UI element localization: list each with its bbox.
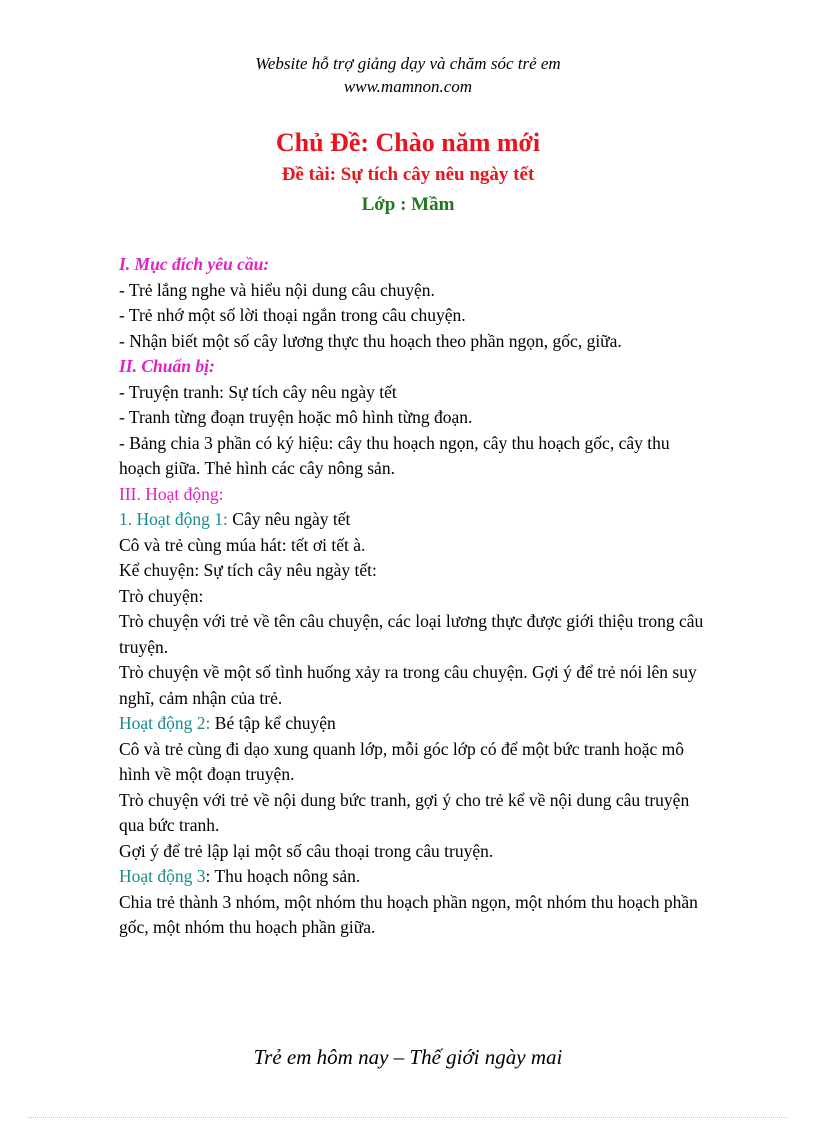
list-item: - Trẻ lắng nghe và hiểu nội dung câu chuyện. xyxy=(119,279,435,300)
paragraph: Gợi ý để trẻ lập lại một số câu thoại trong câu truyện. xyxy=(119,840,494,861)
activity-1-label: 1. Hoạt động 1: xyxy=(119,509,228,529)
list-item: - Truyện tranh: Sự tích cây nêu ngày tết xyxy=(119,381,397,402)
page-header xyxy=(0,52,816,98)
paragraph: Cô và trẻ cùng múa hát: tết ơi tết à. xyxy=(119,534,366,555)
list-item: - Trẻ nhớ một số lời thoại ngắn trong câu chuyện. xyxy=(119,305,466,325)
activity-2-title: Bé tập kể chuyện xyxy=(210,713,336,733)
page-border-dotted-line xyxy=(28,1117,788,1118)
activity-3-title: : Thu hoạch nông sản. xyxy=(205,866,361,886)
list-item: - Bảng chia 3 phần có ký hiệu: cây thu hoạch ngọn, cây thu hoạch gốc, cây thu hoạch giữa. Thẻ hình các cây nông sản. xyxy=(119,432,670,478)
activity-2-label: Hoạt động 2: xyxy=(119,713,211,733)
activity-2-heading xyxy=(119,711,709,737)
header-url: www.mamnon.com xyxy=(343,77,473,96)
paragraph: Trò chuyện về một số tình huống xảy ra trong câu chuyện. Gợi ý để trẻ nói lên suy nghĩ, cảm nhận của trẻ. xyxy=(119,662,697,708)
section-heading-1: I. Mục đích yêu cầu: xyxy=(119,254,270,274)
header-website-line: Website hỗ trợ giảng dạy và chăm sóc trẻ em xyxy=(255,54,561,73)
list-item: - Nhận biết một số cây lương thực thu hoạch theo phần ngọn, gốc, giữa. xyxy=(119,330,622,351)
activity-1-heading xyxy=(119,507,709,533)
document-body xyxy=(119,252,709,941)
paragraph: Cô và trẻ cùng đi dạo xung quanh lớp, mỗi góc lớp có để một bức tranh hoặc mô hình về một đoạn truyện. xyxy=(119,738,685,784)
activity-1-title: Cây nêu ngày tết xyxy=(227,509,351,529)
paragraph: Chia trẻ thành 3 nhóm, một nhóm thu hoạch phần ngọn, một nhóm thu hoạch phần gốc, một nhóm thu hoạch phần giữa. xyxy=(119,891,698,937)
section-heading-3: III. Hoạt động: xyxy=(119,483,224,504)
paragraph: Trò chuyện: xyxy=(119,585,204,606)
section-heading-2: II. Chuẩn bị: xyxy=(119,356,215,376)
document-subtitle: Đề tài: Sự tích cây nêu ngày tết xyxy=(281,164,535,185)
document-title: Chủ Đề: Chào năm mới xyxy=(275,128,541,157)
activity-3-heading xyxy=(119,864,709,890)
paragraph: Trò chuyện với trẻ về nội dung bức tranh, gợi ý cho trẻ kể về nội dung câu truyện qua bức tranh. xyxy=(119,789,690,835)
page-footer: Trẻ em hôm nay – Thế giới ngày mai xyxy=(253,1045,563,1069)
paragraph: Kể chuyện: Sự tích cây nêu ngày tết: xyxy=(119,560,377,580)
activity-3-label: Hoạt động 3 xyxy=(119,866,206,886)
paragraph: Trò chuyện với trẻ về tên câu chuyện, các loại lương thực được giới thiệu trong câu truyện. xyxy=(119,611,704,657)
list-item: - Tranh từng đoạn truyện hoặc mô hình từng đoạn. xyxy=(119,407,473,427)
class-line: Lớp : Mầm xyxy=(361,194,455,215)
